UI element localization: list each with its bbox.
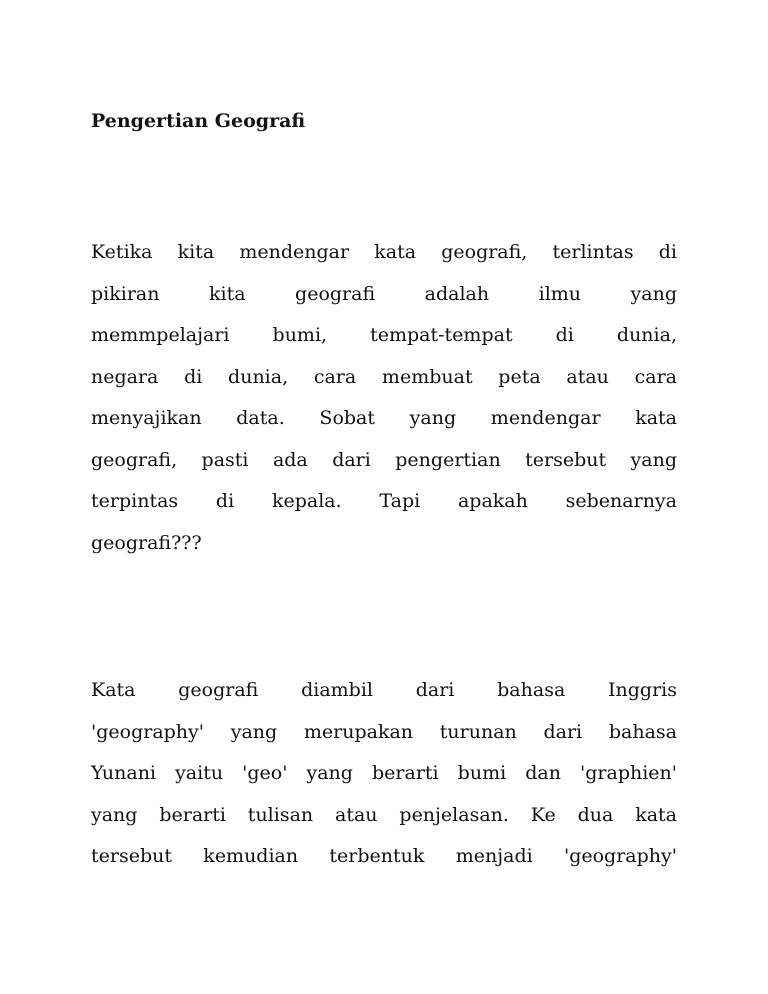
paragraph-line: menyajikan data. Sobat yang mendengar kata	[91, 407, 677, 429]
paragraph-line: pikiran kita geografi adalah ilmu yang	[91, 282, 677, 305]
paragraph-line: terpintas di kepala. Tapi apakah sebenarnya	[91, 490, 677, 512]
paragraph-line: 'geography' yang merupakan turunan dari bahasa	[91, 720, 677, 743]
paragraph-line: memmpelajari bumi, tempat-tempat di dunia,	[91, 324, 677, 346]
paragraph-1	[91, 232, 677, 564]
paragraph-line: geografi, pasti ada dari pengertian tersebut yang	[91, 448, 677, 471]
paragraph-line: Ketika kita mendengar kata geografi, terlintas di	[91, 241, 677, 263]
paragraph-line: Yunani yaitu 'geo' yang berarti bumi dan 'graphien'	[91, 762, 677, 784]
page-title: Pengertian Geografi	[91, 110, 306, 132]
paragraph-line: geografi???	[91, 531, 202, 554]
paragraph-line: tersebut kemudian terbentuk menjadi 'geography'	[91, 845, 677, 867]
paragraph-line: negara di dunia, cara membuat peta atau cara	[91, 365, 677, 388]
paragraph-2	[91, 670, 677, 878]
paragraph-line: yang berarti tulisan atau penjelasan. Ke dua kata	[91, 803, 677, 826]
paragraph-line: Kata geografi diambil dari bahasa Inggris	[91, 679, 677, 701]
